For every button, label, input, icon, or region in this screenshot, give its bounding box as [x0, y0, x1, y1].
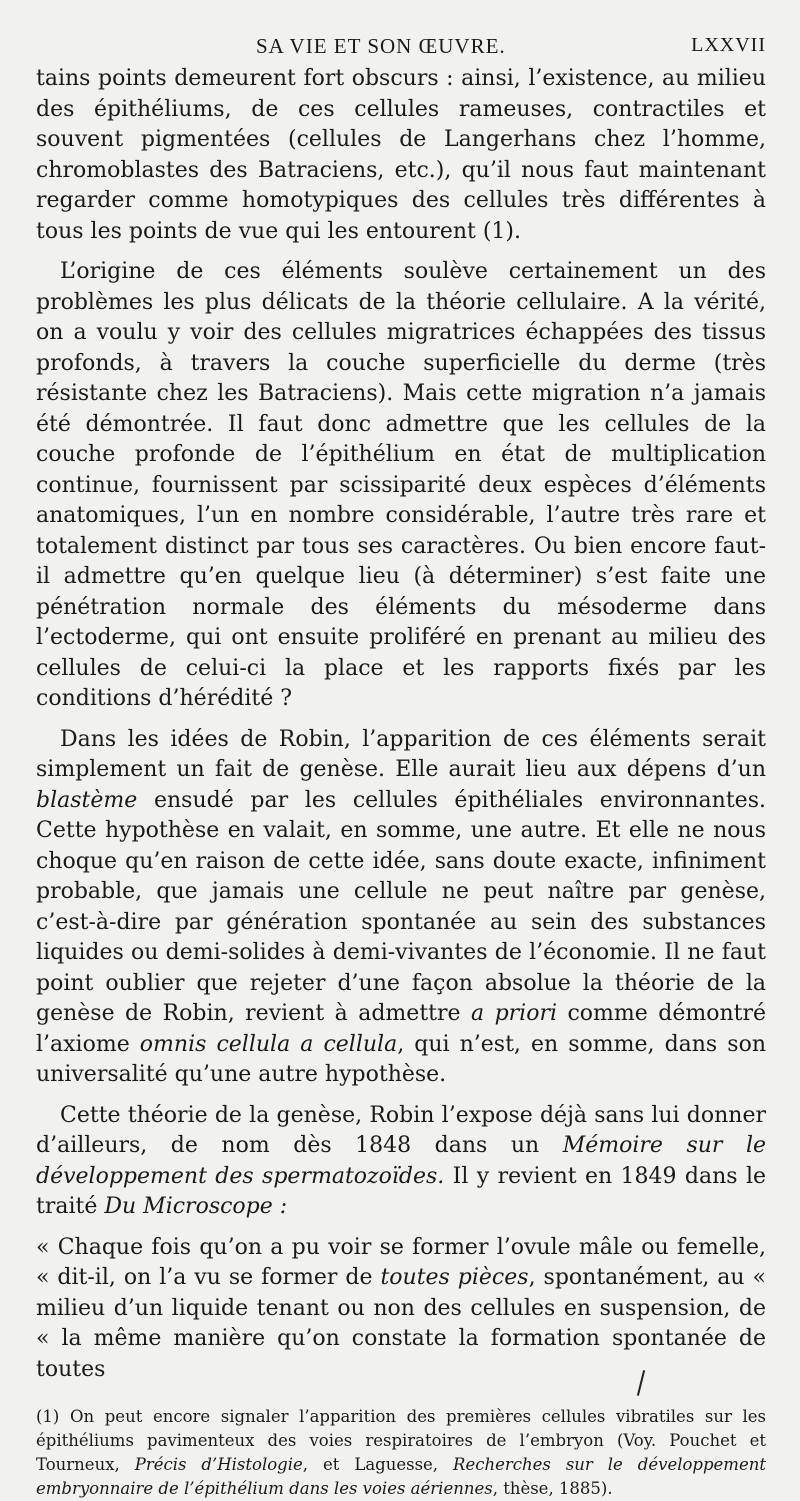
book-page	[36, 30, 766, 1501]
text-run: Il y revient en 1849 dans le traité	[36, 1163, 766, 1219]
italic-text: Du Microscope :	[104, 1194, 288, 1219]
page-number: LXXVII	[691, 34, 766, 56]
paragraph-3	[36, 725, 766, 1091]
italic-text: Mémoire sur le développement des spermatozoïdes.	[36, 1133, 767, 1189]
italic-text: Recherches sur le développement embryonnaire de l’épithélium dans les voies aériennes	[36, 1455, 766, 1498]
text-run: L’origine de ces éléments soulève certainement un des problèmes les plus délicats de la théorie cellulaire. A la vérité, on a voulu y voir des cellules migratrices échappées des tissus profonds, à travers la couche superficielle du derme (très résistante chez les Batraciens). Mais cette migration n’a jamais été démontrée. Il faut donc admettre que les cellules de la couche profonde de l’épithélium en état de multiplication continue, fournissent par scissiparité deux espèces d’éléments anatomiques, l’un en nombre considérable, l’autre très rare et totalement distinct par tous ses caractères. Ou bien encore faut-il admettre qu’en quelque lieu (à déterminer) s’est faite une pénétration normale des éléments du mésoderme dans l’ectoderme, qui ont ensuite proliféré en prenant au milieu des cellules de celui-ci la place et les rapports fixés par les conditions d’hérédité ?	[36, 259, 766, 711]
text-run: comme démontré l’axiome	[36, 1001, 766, 1057]
italic-text: omnis cellula a cellula	[139, 1031, 398, 1057]
italic-text: toutes pièces	[380, 1265, 529, 1290]
text-run: , qui n’est, en somme, dans son universalité qu’une autre hypothèse.	[36, 1031, 766, 1087]
text-run: , thèse, 1885).	[492, 1479, 613, 1498]
text-run: ensudé par les cellules épithéliales environnantes. Cette hypothèse en valait, en somme, une autre. Et elle ne nous choque qu’en raison de cette idée, sans doute exacte, infiniment probable, que jamais une cellule ne peut naître par genèse, c’est-à-dire par génération spontanée au sein des substances liquides ou demi-solides à demi-vivantes de l’économie. Il ne faut point oublier que rejeter d’une façon absolue la théorie de la genèse de Robin, revient à admettre	[36, 787, 766, 1026]
footnote	[36, 1405, 766, 1501]
text-run: « Chaque fois qu’on a pu voir se former l’ovule mâle ou femelle, « dit-il, on l’a vu se former de	[36, 1234, 766, 1290]
running-header	[36, 30, 766, 64]
paragraph-2	[36, 257, 766, 715]
italic-text: blastème	[36, 787, 138, 813]
italic-text: Précis d’Histologie	[134, 1455, 303, 1474]
text-run: Cette théorie de la genèse, Robin l’expose déjà sans lui donner d’ailleurs, de nom dès 1848 dans un	[36, 1102, 766, 1158]
body-text	[36, 64, 766, 1385]
running-title: SA VIE ET SON ŒUVRE.	[256, 34, 506, 58]
quotation	[36, 1233, 766, 1386]
text-run: tains points demeurent fort obscurs : ainsi, l’existence, au milieu des épithéliums, de ces cellules rameuses, contractiles et souvent pigmentées (cellules de Langerhans chez l’homme, chromoblastes des Batraciens, etc.), qu’il nous faut maintenant regarder comme homotypiques des cellules très différentes à tous les points de vue qui les entourent (1).	[36, 66, 766, 244]
text-run: , spontanément, au « milieu d’un liquide tenant ou non des cellules en suspension, de « la même manière qu’on constate la formation spontanée de toutes	[36, 1265, 766, 1382]
text-run: (1) On peut encore signaler l’apparition des premières cellules vibratiles sur les épithéliums pavimenteux des voies respiratoires de l’embryon (Voy. Pouchet et Tourneux,	[36, 1407, 766, 1474]
paragraph-4	[36, 1101, 766, 1223]
text-run: , et Laguesse,	[302, 1455, 454, 1474]
paragraph-1	[36, 64, 766, 247]
italic-text: a priori	[471, 1001, 558, 1026]
text-run: Dans les idées de Robin, l’apparition de ces éléments serait simplement un fait de genèse. Elle aurait lieu aux dépens d’un	[36, 726, 766, 782]
